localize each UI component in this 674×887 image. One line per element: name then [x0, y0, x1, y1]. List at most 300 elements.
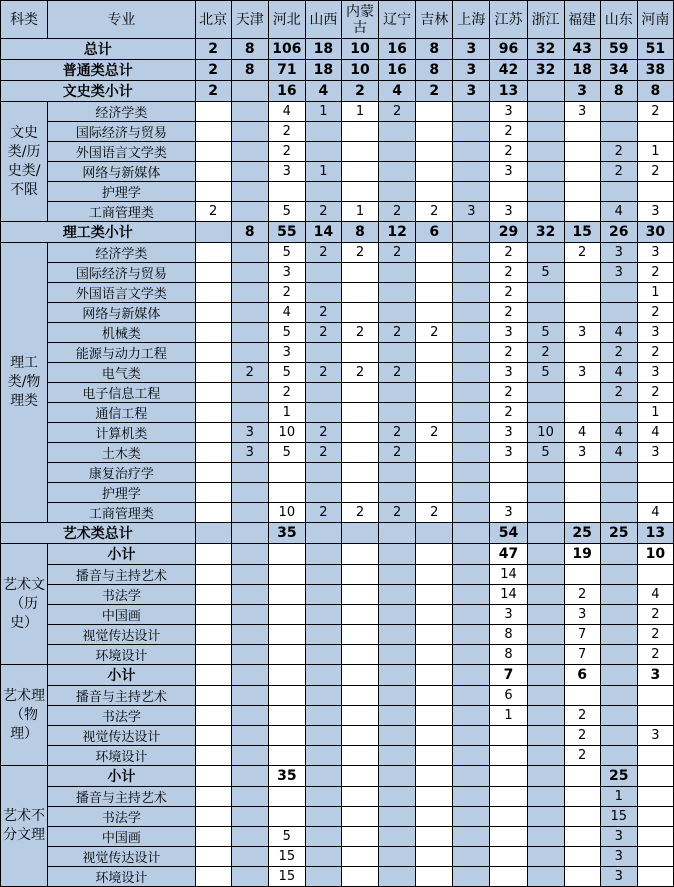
value-cell: [453, 343, 490, 363]
value-cell: [416, 665, 453, 686]
value-cell: 2: [341, 81, 378, 102]
table-row: [1, 625, 674, 645]
value-cell: 2: [564, 746, 600, 766]
value-cell: [231, 303, 268, 323]
value-cell: [453, 605, 490, 625]
header-category: 科类: [1, 1, 48, 39]
value-cell: [231, 243, 268, 263]
value-cell: [416, 343, 453, 363]
value-cell: [195, 343, 231, 363]
value-cell: [305, 463, 341, 483]
value-cell: [341, 263, 378, 283]
value-cell: 15: [268, 867, 305, 887]
value-cell: [416, 565, 453, 585]
value-cell: [527, 122, 564, 142]
value-cell: 2: [637, 303, 673, 323]
value-cell: 2: [195, 202, 231, 222]
value-cell: [305, 565, 341, 585]
value-cell: [600, 726, 637, 746]
value-cell: [341, 565, 378, 585]
value-cell: 4: [268, 303, 305, 323]
value-cell: 2: [490, 343, 527, 363]
total-label: 总计: [1, 39, 196, 60]
value-cell: 10: [637, 544, 673, 565]
value-cell: 51: [637, 39, 673, 60]
value-cell: [637, 787, 673, 807]
value-cell: 2: [637, 162, 673, 182]
value-cell: [379, 746, 416, 766]
value-cell: 3: [637, 726, 673, 746]
value-cell: [231, 807, 268, 827]
value-cell: [564, 403, 600, 423]
value-cell: [564, 847, 600, 867]
value-cell: [305, 283, 341, 303]
value-cell: [379, 343, 416, 363]
value-cell: 26: [600, 222, 637, 243]
value-cell: 3: [490, 423, 527, 443]
category-cell: 理工类/物理类: [1, 243, 48, 523]
value-cell: 25: [564, 523, 600, 544]
value-cell: [231, 665, 268, 686]
value-cell: 3: [490, 605, 527, 625]
value-cell: 2: [341, 323, 378, 343]
value-cell: 3: [600, 847, 637, 867]
value-cell: [341, 463, 378, 483]
value-cell: 2: [305, 423, 341, 443]
major-name: 环境设计: [48, 645, 195, 665]
value-cell: 2: [379, 443, 416, 463]
value-cell: [379, 807, 416, 827]
table-row: [1, 605, 674, 625]
value-cell: [195, 443, 231, 463]
value-cell: [564, 766, 600, 787]
value-cell: [564, 483, 600, 503]
value-cell: [527, 726, 564, 746]
value-cell: 3: [600, 263, 637, 283]
table-row: [1, 585, 674, 605]
value-cell: [268, 585, 305, 605]
value-cell: 3: [564, 102, 600, 122]
value-cell: 5: [268, 443, 305, 463]
value-cell: [305, 383, 341, 403]
value-cell: 3: [490, 102, 527, 122]
value-cell: [379, 847, 416, 867]
value-cell: [453, 122, 490, 142]
value-cell: [637, 706, 673, 726]
value-cell: 3: [600, 243, 637, 263]
value-cell: [416, 463, 453, 483]
major-name: 工商管理类: [48, 503, 195, 523]
table-row: [1, 343, 674, 363]
value-cell: [600, 483, 637, 503]
value-cell: [527, 202, 564, 222]
value-cell: [600, 122, 637, 142]
value-cell: [195, 122, 231, 142]
subtotal-label: 小计: [48, 665, 195, 686]
value-cell: [527, 867, 564, 887]
value-cell: [637, 686, 673, 706]
value-cell: 2: [600, 343, 637, 363]
value-cell: [379, 142, 416, 162]
value-cell: [231, 162, 268, 182]
value-cell: 2: [637, 263, 673, 283]
value-cell: 2: [637, 102, 673, 122]
value-cell: [564, 565, 600, 585]
value-cell: [231, 463, 268, 483]
value-cell: [416, 483, 453, 503]
value-cell: [231, 343, 268, 363]
value-cell: [600, 686, 637, 706]
value-cell: [527, 645, 564, 665]
value-cell: 10: [341, 60, 378, 81]
value-cell: [453, 243, 490, 263]
value-cell: 2: [341, 243, 378, 263]
value-cell: [231, 523, 268, 544]
value-cell: 42: [490, 60, 527, 81]
value-cell: [527, 243, 564, 263]
value-cell: [416, 766, 453, 787]
table-row: [1, 787, 674, 807]
value-cell: 2: [341, 503, 378, 523]
value-cell: [527, 283, 564, 303]
value-cell: [195, 766, 231, 787]
value-cell: [416, 605, 453, 625]
value-cell: [341, 122, 378, 142]
total-row: [1, 222, 674, 243]
value-cell: [453, 222, 490, 243]
value-cell: [231, 787, 268, 807]
value-cell: [564, 787, 600, 807]
value-cell: [600, 283, 637, 303]
major-name: 经济学类: [48, 243, 195, 263]
value-cell: 10: [268, 423, 305, 443]
value-cell: 13: [490, 81, 527, 102]
value-cell: [341, 867, 378, 887]
value-cell: [453, 503, 490, 523]
value-cell: [268, 746, 305, 766]
value-cell: 3: [231, 443, 268, 463]
table-row: [1, 323, 674, 343]
value-cell: 2: [416, 503, 453, 523]
value-cell: 7: [490, 665, 527, 686]
value-cell: [305, 847, 341, 867]
value-cell: [453, 565, 490, 585]
value-cell: [600, 605, 637, 625]
value-cell: 3: [490, 323, 527, 343]
value-cell: [527, 807, 564, 827]
value-cell: [231, 867, 268, 887]
major-name: 计算机类: [48, 423, 195, 443]
table-row: [1, 645, 674, 665]
value-cell: 3: [637, 363, 673, 383]
value-cell: 2: [564, 243, 600, 263]
value-cell: [341, 766, 378, 787]
value-cell: [231, 847, 268, 867]
header-province: 山西: [305, 1, 341, 39]
value-cell: 32: [527, 222, 564, 243]
value-cell: 8: [637, 81, 673, 102]
value-cell: [268, 706, 305, 726]
total-label: 普通类总计: [1, 60, 196, 81]
value-cell: 8: [231, 60, 268, 81]
major-name: 通信工程: [48, 403, 195, 423]
value-cell: [231, 565, 268, 585]
value-cell: [564, 122, 600, 142]
value-cell: 1: [305, 102, 341, 122]
value-cell: [195, 605, 231, 625]
value-cell: 2: [305, 202, 341, 222]
major-name: 视觉传达设计: [48, 847, 195, 867]
major-name: 环境设计: [48, 867, 195, 887]
value-cell: [231, 122, 268, 142]
value-cell: [637, 463, 673, 483]
value-cell: [416, 645, 453, 665]
value-cell: [453, 807, 490, 827]
table-row: [1, 867, 674, 887]
value-cell: [453, 523, 490, 544]
value-cell: 2: [341, 363, 378, 383]
value-cell: [600, 565, 637, 585]
value-cell: [453, 142, 490, 162]
value-cell: [268, 565, 305, 585]
value-cell: [527, 665, 564, 686]
value-cell: 1: [637, 403, 673, 423]
table-row: [1, 565, 674, 585]
value-cell: [527, 162, 564, 182]
table-row: [1, 243, 674, 263]
value-cell: 3: [268, 343, 305, 363]
value-cell: 6: [490, 686, 527, 706]
value-cell: [379, 565, 416, 585]
value-cell: [195, 544, 231, 565]
value-cell: [527, 565, 564, 585]
value-cell: [527, 463, 564, 483]
header-province: 山东: [600, 1, 637, 39]
value-cell: [379, 263, 416, 283]
table-row: [1, 726, 674, 746]
value-cell: 2: [564, 706, 600, 726]
value-cell: [416, 283, 453, 303]
value-cell: [416, 706, 453, 726]
value-cell: [379, 403, 416, 423]
value-cell: [231, 483, 268, 503]
header-province: 福建: [564, 1, 600, 39]
value-cell: 2: [268, 283, 305, 303]
total-row: [1, 60, 674, 81]
value-cell: [341, 665, 378, 686]
value-cell: [195, 726, 231, 746]
value-cell: [564, 503, 600, 523]
value-cell: 8: [600, 81, 637, 102]
value-cell: [453, 867, 490, 887]
value-cell: 1: [490, 706, 527, 726]
value-cell: 35: [268, 766, 305, 787]
value-cell: 3: [637, 323, 673, 343]
table-row: [1, 483, 674, 503]
value-cell: [341, 283, 378, 303]
value-cell: 7: [564, 645, 600, 665]
value-cell: [600, 625, 637, 645]
category-cell: 文史类/历史类/不限: [1, 102, 48, 222]
header-province: 北京: [195, 1, 231, 39]
header-province: 天津: [231, 1, 268, 39]
table-row: [1, 182, 674, 202]
major-name: 护理学: [48, 182, 195, 202]
value-cell: [453, 686, 490, 706]
value-cell: [195, 283, 231, 303]
value-cell: [453, 363, 490, 383]
value-cell: [231, 605, 268, 625]
value-cell: [453, 383, 490, 403]
value-cell: [453, 787, 490, 807]
value-cell: [305, 263, 341, 283]
value-cell: [195, 867, 231, 887]
value-cell: [195, 222, 231, 243]
value-cell: [527, 686, 564, 706]
value-cell: [527, 503, 564, 523]
major-name: 视觉传达设计: [48, 726, 195, 746]
value-cell: [231, 746, 268, 766]
value-cell: 13: [637, 523, 673, 544]
value-cell: [195, 847, 231, 867]
value-cell: [379, 283, 416, 303]
value-cell: [416, 807, 453, 827]
value-cell: [341, 645, 378, 665]
value-cell: [341, 807, 378, 827]
value-cell: 18: [305, 39, 341, 60]
value-cell: 2: [600, 142, 637, 162]
value-cell: [305, 523, 341, 544]
value-cell: [195, 523, 231, 544]
value-cell: [453, 847, 490, 867]
value-cell: [453, 746, 490, 766]
value-cell: [416, 263, 453, 283]
value-cell: [305, 142, 341, 162]
table-row: [1, 746, 674, 766]
total-row: [1, 39, 674, 60]
value-cell: 2: [490, 263, 527, 283]
value-cell: [416, 303, 453, 323]
value-cell: 4: [600, 323, 637, 343]
value-cell: [453, 585, 490, 605]
value-cell: 8: [416, 60, 453, 81]
value-cell: [416, 122, 453, 142]
value-cell: 96: [490, 39, 527, 60]
subtotal-label: 小计: [48, 544, 195, 565]
value-cell: [268, 182, 305, 202]
value-cell: [305, 807, 341, 827]
value-cell: [195, 787, 231, 807]
value-cell: 3: [564, 323, 600, 343]
value-cell: [527, 403, 564, 423]
major-name: 视觉传达设计: [48, 625, 195, 645]
table-row: [1, 503, 674, 523]
value-cell: [600, 463, 637, 483]
table-row: [1, 807, 674, 827]
value-cell: 3: [564, 605, 600, 625]
value-cell: [527, 625, 564, 645]
table-row: [1, 142, 674, 162]
value-cell: 3: [564, 81, 600, 102]
value-cell: [379, 544, 416, 565]
value-cell: [268, 686, 305, 706]
value-cell: [453, 102, 490, 122]
value-cell: 2: [268, 383, 305, 403]
value-cell: 2: [416, 202, 453, 222]
subtotal-row: [1, 544, 674, 565]
header-province: 江苏: [490, 1, 527, 39]
value-cell: [195, 706, 231, 726]
major-name: 土木类: [48, 443, 195, 463]
value-cell: 2: [416, 81, 453, 102]
value-cell: 2: [637, 605, 673, 625]
value-cell: [379, 645, 416, 665]
value-cell: [379, 625, 416, 645]
category-cell: 艺术文（历史）: [1, 544, 48, 665]
value-cell: [490, 807, 527, 827]
value-cell: [564, 686, 600, 706]
value-cell: [305, 343, 341, 363]
value-cell: [341, 847, 378, 867]
value-cell: [341, 343, 378, 363]
value-cell: [527, 182, 564, 202]
value-cell: 2: [564, 726, 600, 746]
table-row: [1, 403, 674, 423]
value-cell: 3: [490, 363, 527, 383]
value-cell: [341, 625, 378, 645]
value-cell: 8: [231, 222, 268, 243]
value-cell: [268, 483, 305, 503]
value-cell: [341, 787, 378, 807]
value-cell: [195, 807, 231, 827]
value-cell: [341, 746, 378, 766]
value-cell: [305, 483, 341, 503]
value-cell: [527, 483, 564, 503]
value-cell: [416, 523, 453, 544]
value-cell: 8: [341, 222, 378, 243]
value-cell: [231, 686, 268, 706]
value-cell: 2: [416, 423, 453, 443]
value-cell: 15: [600, 807, 637, 827]
value-cell: [305, 645, 341, 665]
value-cell: [231, 323, 268, 343]
value-cell: 3: [490, 202, 527, 222]
value-cell: [564, 142, 600, 162]
value-cell: [637, 847, 673, 867]
value-cell: [305, 706, 341, 726]
value-cell: 55: [268, 222, 305, 243]
value-cell: 2: [637, 383, 673, 403]
value-cell: [195, 665, 231, 686]
table-row: [1, 202, 674, 222]
value-cell: 2: [527, 343, 564, 363]
value-cell: [305, 122, 341, 142]
major-name: 网络与新媒体: [48, 303, 195, 323]
value-cell: 2: [379, 363, 416, 383]
value-cell: [305, 766, 341, 787]
value-cell: 2: [305, 323, 341, 343]
major-name: 外国语言文学类: [48, 142, 195, 162]
value-cell: [379, 383, 416, 403]
value-cell: [231, 202, 268, 222]
value-cell: 5: [268, 202, 305, 222]
value-cell: [305, 746, 341, 766]
major-name: 国际经济与贸易: [48, 263, 195, 283]
value-cell: [379, 787, 416, 807]
value-cell: [195, 565, 231, 585]
value-cell: 34: [600, 60, 637, 81]
table-row: [1, 283, 674, 303]
